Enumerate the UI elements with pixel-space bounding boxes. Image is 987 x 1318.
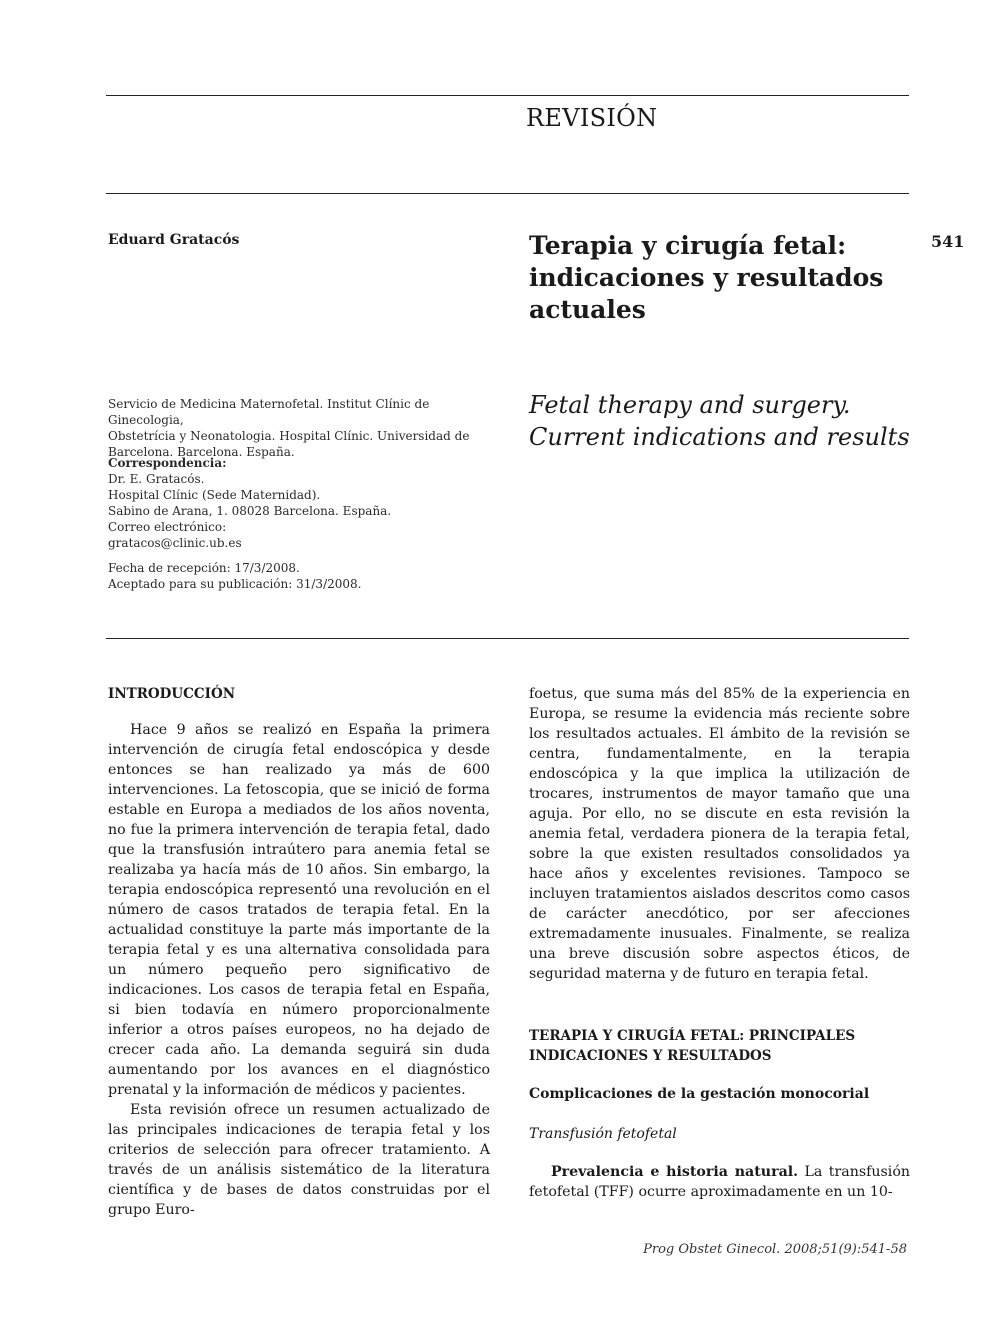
right-column [529,684,910,1202]
title-es-line: actuales [529,295,646,324]
left-column [108,684,490,1220]
affiliation [108,396,508,460]
title-en-line: Current indications and results [529,423,910,451]
article-title-es [529,230,889,326]
paragraph-text: La transfusión fetofetal (TFF) ocurre aproximadamente en un 10- [529,1164,910,1200]
subsubsection-heading: Transfusión fetofetal [529,1126,677,1142]
header-rule [106,193,909,194]
correspondence-email[interactable]: gratacos@clinic.ub.es [108,536,242,550]
body-rule [106,638,909,639]
body-paragraph [529,1162,910,1202]
body-paragraph: Hace 9 años se realizó en España la primera intervención de cirugía fetal endoscópica y desde entonces se han realizado ya más de 600 intervenciones. La fetoscopia, que se inició de forma estable en Europa a mediados de los años noventa, no fue la primera intervención de terapia fetal, dado que la transfusión intraútero para anemia fetal se realizaba ya hacía más de 10 años. Sin embargo, la terapia endoscópica representó una revolución en el número de casos tratados de terapia fetal. En la actualidad constituye la parte más importante de la terapia fetal y es una alternativa consolidada para un número pequeño pero significativo de indicaciones. Los casos de terapia fetal en España, si bien todavía en número proporcionalmente inferior a otros países europeos, no ha dejado de crecer cada año. La demanda seguirá sin duda aumentando por los avances en el diagnóstico prenatal y la información de médicos y pacientes. [108,722,490,1098]
section-heading-line: TERAPIA Y CIRUGÍA FETAL: PRINCIPALES [529,1028,856,1044]
title-es-line: Terapia y cirugía fetal: [529,231,847,260]
section-heading-line: INDICACIONES Y RESULTADOS [529,1048,772,1064]
affiliation-line: Barcelona. Barcelona. España. [108,445,295,459]
dates-block [108,560,508,592]
section-label: REVISIÓN [526,104,658,132]
correspondence-label: Correspondencia: [108,456,227,470]
received-date: Fecha de recepción: 17/3/2008. [108,561,300,575]
correspondence-line: Dr. E. Gratacós. [108,472,205,486]
body-paragraph: Esta revisión ofrece un resumen actualizado de las principales indicaciones de terapia fetal y los criterios de selección para ofrecer tratamiento. A través de un análisis sistemático de la literatura científica y de bases de datos construidas por el grupo Euro- [108,1102,490,1218]
correspondence-line: Sabino de Arana, 1. 08028 Barcelona. España. [108,504,392,518]
spacer [529,984,910,1026]
article-title-en [529,389,929,453]
spacer [529,1104,910,1124]
journal-citation: Prog Obstet Ginecol. 2008;51(9):541-58 [643,1242,907,1257]
correspondence-line: Correo electrónico: [108,520,227,534]
spacer [529,1066,910,1084]
body-paragraph: foetus, que suma más del 85% de la experiencia en Europa, se resume la evidencia más reciente sobre los resultados actuales. El ámbito de la revisión se centra, fundamentalmente, en la terapia endoscópica y la que implica la utilización de trocares, instrumentos de mayor tamaño que una aguja. Por ello, no se discute en esta revisión la anemia fetal, verdadera pionera de la terapia fetal, sobre la que existen resultados consolidados ya hace años y excelentes revisiones. Tampoco se incluyen tratamientos aislados descritos como casos de carácter anecdótico, por ser afecciones extremadamente inusuales. Finalmente, se realiza una breve discusión sobre aspectos éticos, de seguridad materna y de futuro en terapia fetal. [529,686,910,982]
runin-heading: Prevalencia e historia natural. [551,1164,799,1180]
title-en-line: Fetal therapy and surgery. [529,391,851,419]
title-es-line: indicaciones y resultados [529,263,884,292]
subsection-heading: Complicaciones de la gestación monocorial [529,1086,870,1102]
top-rule [106,95,909,96]
spacer [108,704,490,720]
intro-heading: INTRODUCCIÓN [108,686,236,702]
affiliation-line: Obstetrícia y Neonatologia. Hospital Clínic. Universidad de [108,429,470,443]
section-heading [529,1026,910,1066]
accepted-date: Aceptado para su publicación: 31/3/2008. [108,577,362,591]
correspondence-block [108,455,508,551]
correspondence-line: Hospital Clínic (Sede Maternidad). [108,488,321,502]
page-number: 541 [931,232,965,251]
author-name: Eduard Gratacós [108,232,240,248]
spacer [529,1144,910,1162]
affiliation-line: Servicio de Medicina Maternofetal. Institut Clínic de Ginecologia, [108,397,430,427]
